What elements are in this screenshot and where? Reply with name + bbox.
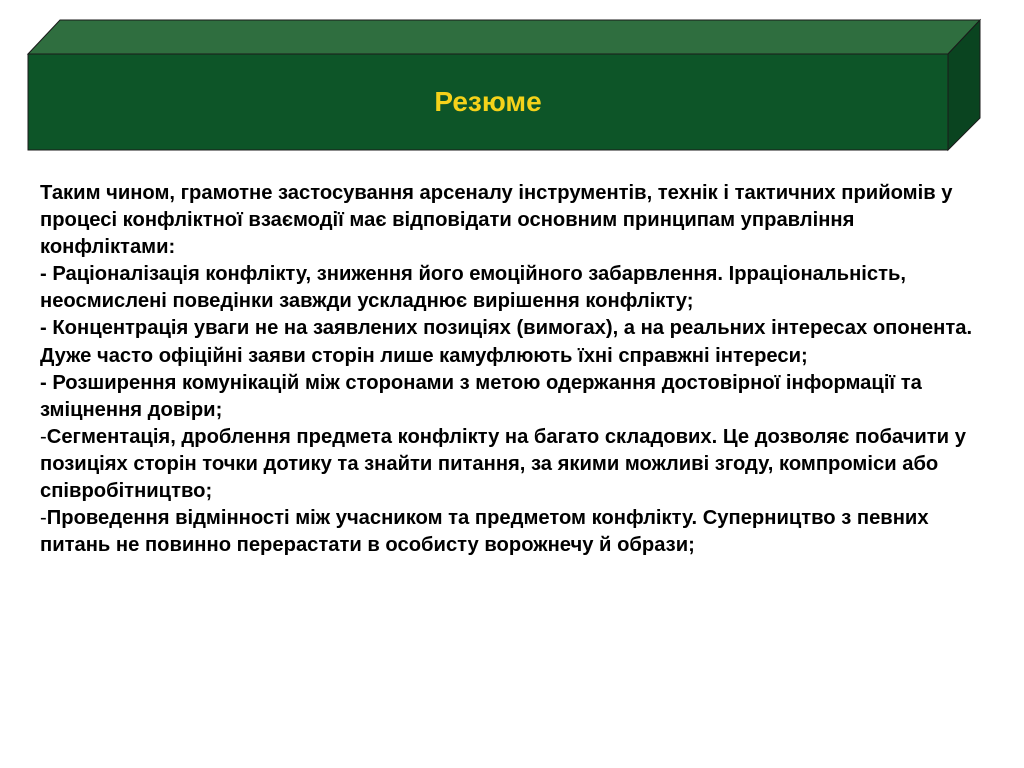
point-text: Проведення відмінності між учасником та предметом конфлікту. Суперництво з певних питань не повинно перерастати в особисту ворожнечу й образи; bbox=[40, 507, 929, 557]
point-text: Сегментація, дроблення предмета конфлікту на багато складових. Це дозволяє побачити у позиціях сторін точки дотику та знайти питання, за якими можливі згоду, компроміси або співробітництво; bbox=[40, 425, 966, 503]
point-marker: - bbox=[40, 371, 53, 394]
point-marker: - bbox=[40, 317, 53, 340]
point-text: Раціоналізація конфлікту, зниження його емоційного забарвлення. Ірраціональність, неосмислені поведінки завжди ускладнює вирішення конфлікту; bbox=[40, 263, 907, 313]
slide-title: Резюме bbox=[434, 86, 542, 117]
point-2 bbox=[40, 315, 980, 369]
point-text: Концентрація уваги не на заявлених позиціях (вимогах), а на реальних інтересах опонента. Дуже часто офіційні заяви сторін лише камуфлюють їхні справжні інтереси; bbox=[40, 317, 973, 367]
point-5 bbox=[40, 505, 980, 559]
point-marker: - bbox=[40, 425, 47, 448]
point-marker: - bbox=[40, 507, 47, 530]
point-1 bbox=[40, 261, 980, 315]
point-text: Розширення комунікацій між сторонами з метою одержання достовірної інформації та зміцнення довіри; bbox=[40, 371, 922, 421]
point-4 bbox=[40, 424, 980, 505]
point-3 bbox=[40, 370, 980, 424]
banner-top-face bbox=[28, 20, 980, 54]
intro-paragraph: Таким чином, грамотне застосування арсеналу інструментів, технік і тактичних прийомів у процесі конфліктної взаємодії має відповідати основним принципам управління конфліктами: bbox=[40, 182, 953, 259]
title-banner bbox=[0, 0, 1024, 160]
point-marker: - bbox=[40, 263, 53, 286]
slide-body bbox=[40, 180, 980, 559]
